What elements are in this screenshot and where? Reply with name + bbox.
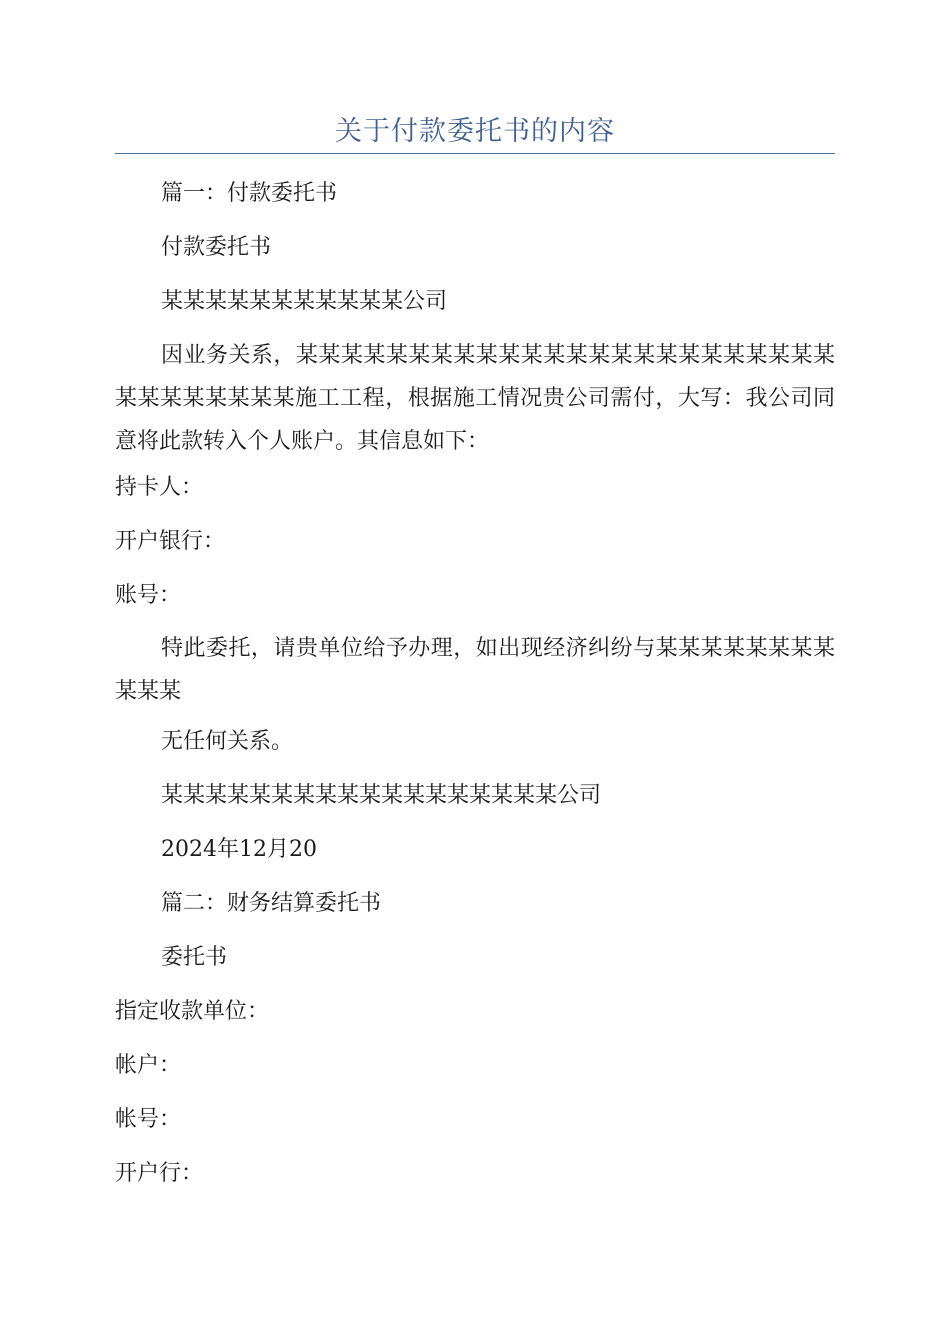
section1-subtitle: 付款委托书	[161, 235, 272, 260]
document-title: 关于付款委托书的内容	[335, 116, 615, 147]
addressee-line: 某某某某某某某某某某某公司	[161, 289, 448, 314]
body-paragraph-1: 因业务关系，某某某某某某某某某某某某某某某某某某某某某某某某某某某某某某某某施工工程，根据施工情况贵公司需付，大写：我公司同意将此款转入个人账户。其信息如下：	[115, 343, 835, 454]
bank-label: 开户银行：	[115, 529, 226, 554]
payee-unit-label: 指定收款单位：	[115, 999, 270, 1024]
body-paragraph-2: 特此委托，请贵单位给予办理，如出现经济纠纷与某某某某某某某某某某某	[115, 636, 835, 704]
title-underline	[115, 153, 835, 154]
account-number-label: 帐号：	[115, 1107, 182, 1132]
opening-bank-label: 开户行：	[115, 1161, 204, 1186]
section2-subtitle: 委托书	[161, 945, 228, 970]
cardholder-label: 持卡人：	[115, 475, 204, 500]
account-label: 账号：	[115, 583, 182, 608]
signature-company: 某某某某某某某某某某某某某某某某某某公司	[161, 783, 602, 808]
section2-heading: 篇二：财务结算委托书	[161, 891, 382, 916]
account-name-label: 帐户：	[115, 1053, 182, 1078]
no-relation-line: 无任何关系。	[161, 729, 294, 754]
section1-heading: 篇一：付款委托书	[161, 181, 338, 206]
date-line: 2024年12月20	[161, 837, 317, 862]
